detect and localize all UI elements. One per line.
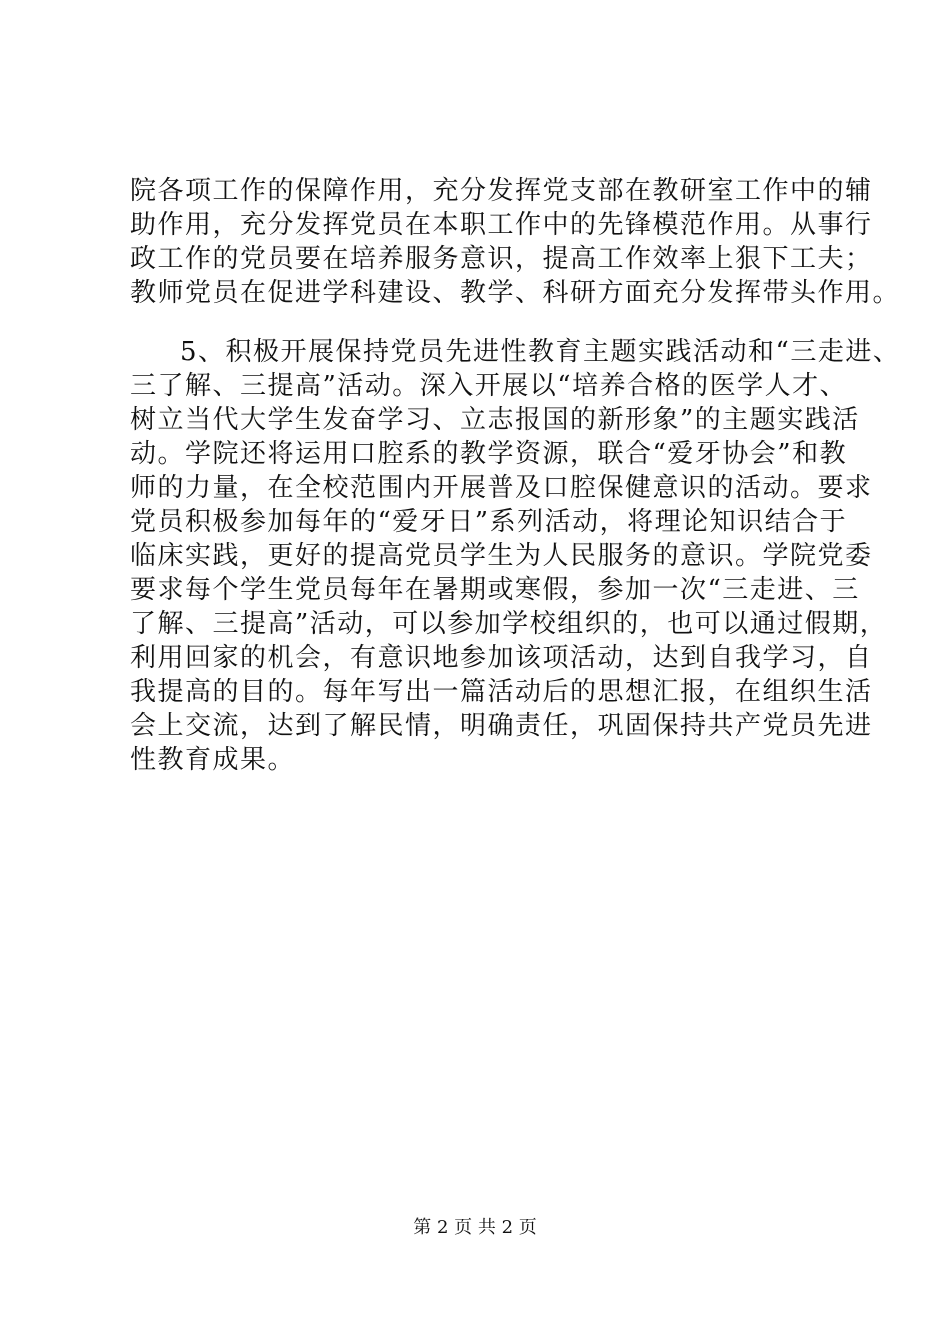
text-line: 三了解、三提高”活动。深入开展以“培养合格的医学人才、 <box>130 371 848 401</box>
page-footer: 第 2 页 共 2 页 <box>413 1217 537 1238</box>
text-line: 教师党员在促进学科建设、教学、科研方面充分发挥带头作用。 <box>130 278 901 308</box>
text-line: 党员积极参加每年的“爱牙日”系列活动，将理论知识结合于 <box>130 507 848 537</box>
text-line: 助作用，充分发挥党员在本职工作中的先锋模范作用。从事行 <box>130 210 873 240</box>
text-line: 了解、三提高”活动，可以参加学校组织的，也可以通过假期， <box>130 609 888 639</box>
text-line: 动。学院还将运用口腔系的教学资源，联合“爱牙协会”和教 <box>130 439 848 469</box>
text-line: 会上交流，达到了解民情，明确责任，巩固保持共产党员先进 <box>130 711 873 741</box>
text-line: 院各项工作的保障作用，充分发挥党支部在教研室工作中的辅 <box>130 176 873 206</box>
text-line: 利用回家的机会，有意识地参加该项活动，达到自我学习，自 <box>130 643 873 673</box>
text-line: 师的力量，在全校范围内开展普及口腔保健意识的活动。要求 <box>130 473 873 503</box>
text-line: 性教育成果。 <box>130 745 296 775</box>
text-line: 树立当代大学生发奋学习、立志报国的新形象”的主题实践活 <box>130 405 860 435</box>
text-line: 政工作的党员要在培养服务意识，提高工作效率上狠下工夫； <box>130 244 873 274</box>
text-line: 要求每个学生党员每年在暑期或寒假，参加一次“三走进、三 <box>130 575 860 605</box>
text-line: 我提高的目的。每年写出一篇活动后的思想汇报，在组织生活 <box>130 677 873 707</box>
text-line: 5、积极开展保持党员先进性教育主题实践活动和“三走进、 <box>180 337 901 367</box>
text-line: 临床实践，更好的提高党员学生为人民服务的意识。学院党委 <box>130 541 873 571</box>
